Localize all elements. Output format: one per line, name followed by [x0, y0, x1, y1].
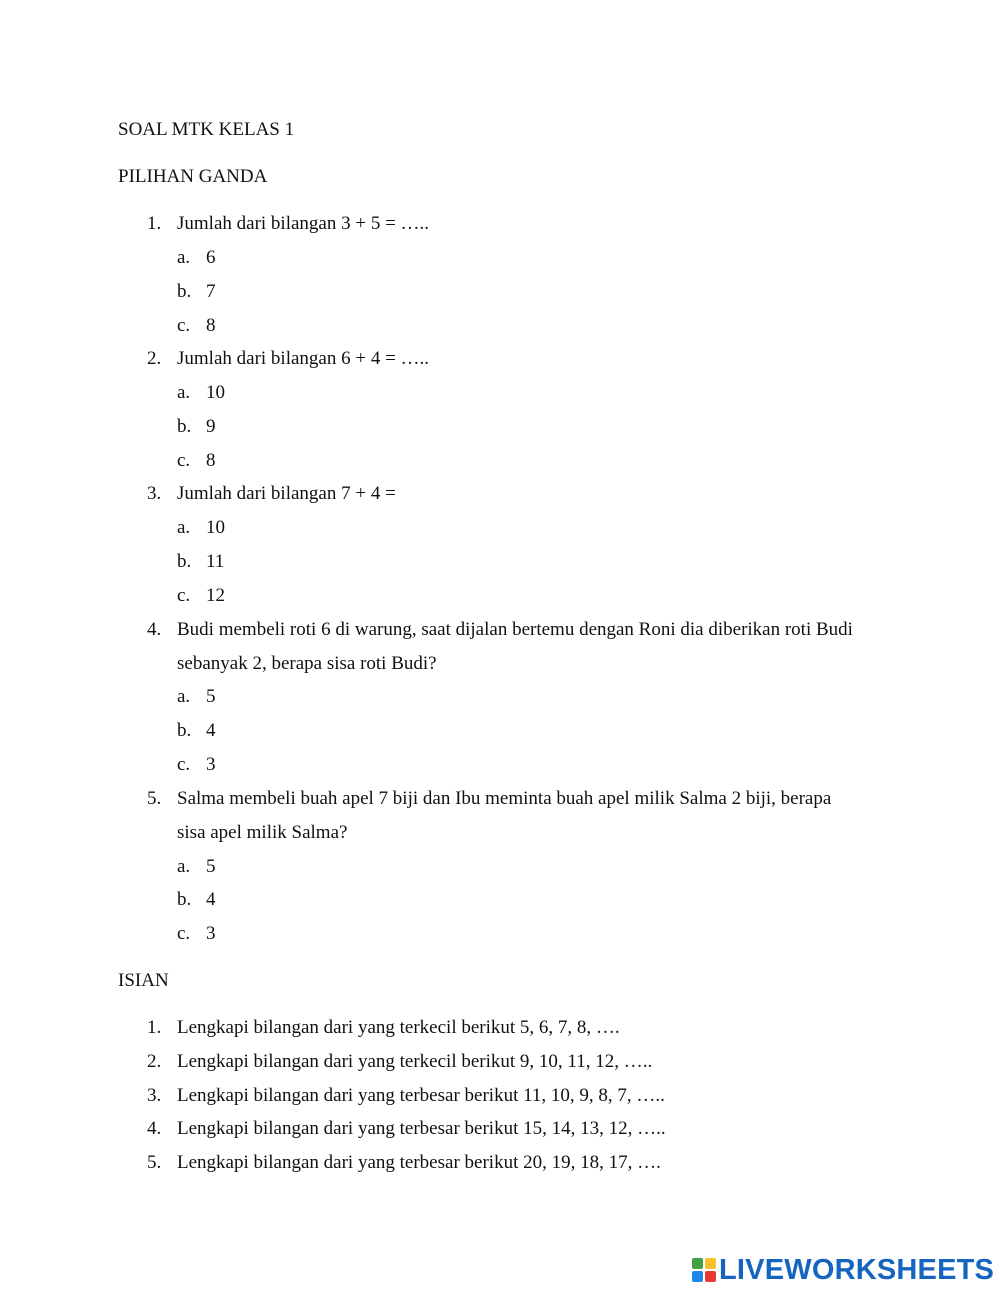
logo-block [692, 1258, 703, 1269]
option-text: 6 [206, 247, 216, 268]
option-letter: c. [177, 923, 191, 944]
worksheet-title: SOAL MTK KELAS 1 [118, 119, 295, 140]
liveworksheets-logo [692, 1253, 994, 1287]
liveworksheets-logo-icon [692, 1258, 716, 1282]
question-text: Budi membeli roti 6 di warung, saat dijalan bertemu dengan Roni dia diberikan roti Budi [177, 619, 853, 640]
option-text: 10 [206, 382, 225, 403]
logo-block [705, 1258, 716, 1269]
logo-block [692, 1271, 703, 1282]
option-text: 8 [206, 315, 216, 336]
option-letter: b. [177, 889, 192, 910]
option-text: 4 [206, 720, 216, 741]
option-letter: b. [177, 551, 192, 572]
isian-number: 4. [147, 1118, 162, 1139]
section-heading-pilihan-ganda: PILIHAN GANDA [118, 166, 268, 187]
option-text: 3 [206, 754, 216, 775]
question-text-continued: sisa apel milik Salma? [177, 822, 348, 843]
question-number: 4. [147, 619, 162, 640]
question-text: Jumlah dari bilangan 3 + 5 = ….. [177, 213, 430, 234]
option-text: 4 [206, 889, 216, 910]
option-letter: a. [177, 686, 191, 707]
option-text: 7 [206, 281, 216, 302]
option-text: 5 [206, 856, 216, 877]
isian-number: 1. [147, 1017, 162, 1038]
option-letter: a. [177, 382, 191, 403]
option-text: 5 [206, 686, 216, 707]
liveworksheets-logo-text: LIVEWORKSHEETS [719, 1254, 995, 1286]
option-letter: a. [177, 856, 191, 877]
option-letter: b. [177, 416, 192, 437]
option-letter: c. [177, 585, 191, 606]
isian-number: 2. [147, 1051, 162, 1072]
section-heading-isian: ISIAN [118, 970, 169, 991]
option-text: 10 [206, 517, 225, 538]
option-letter: a. [177, 517, 191, 538]
option-letter: a. [177, 247, 191, 268]
option-letter: c. [177, 754, 191, 775]
question-number: 5. [147, 788, 162, 809]
question-text: Jumlah dari bilangan 7 + 4 = [177, 483, 396, 504]
question-text: Jumlah dari bilangan 6 + 4 = ….. [177, 348, 430, 369]
isian-text: Lengkapi bilangan dari yang terkecil berikut 9, 10, 11, 12, ….. [177, 1051, 653, 1072]
logo-block [705, 1271, 716, 1282]
isian-number: 3. [147, 1085, 162, 1106]
isian-text: Lengkapi bilangan dari yang terbesar berikut 11, 10, 9, 8, 7, ….. [177, 1085, 665, 1106]
question-text: Salma membeli buah apel 7 biji dan Ibu meminta buah apel milik Salma 2 biji, berapa [177, 788, 832, 809]
isian-text: Lengkapi bilangan dari yang terkecil berikut 5, 6, 7, 8, …. [177, 1017, 620, 1038]
option-letter: c. [177, 315, 191, 336]
question-number: 2. [147, 348, 162, 369]
option-text: 8 [206, 450, 216, 471]
isian-text: Lengkapi bilangan dari yang terbesar berikut 20, 19, 18, 17, …. [177, 1152, 661, 1173]
question-text-continued: sebanyak 2, berapa sisa roti Budi? [177, 653, 437, 674]
option-text: 11 [206, 551, 225, 572]
isian-number: 5. [147, 1152, 162, 1173]
option-letter: c. [177, 450, 191, 471]
isian-text: Lengkapi bilangan dari yang terbesar berikut 15, 14, 13, 12, ….. [177, 1118, 666, 1139]
option-text: 12 [206, 585, 225, 606]
question-number: 3. [147, 483, 162, 504]
option-letter: b. [177, 720, 192, 741]
question-number: 1. [147, 213, 162, 234]
option-text: 9 [206, 416, 216, 437]
option-letter: b. [177, 281, 192, 302]
option-text: 3 [206, 923, 216, 944]
